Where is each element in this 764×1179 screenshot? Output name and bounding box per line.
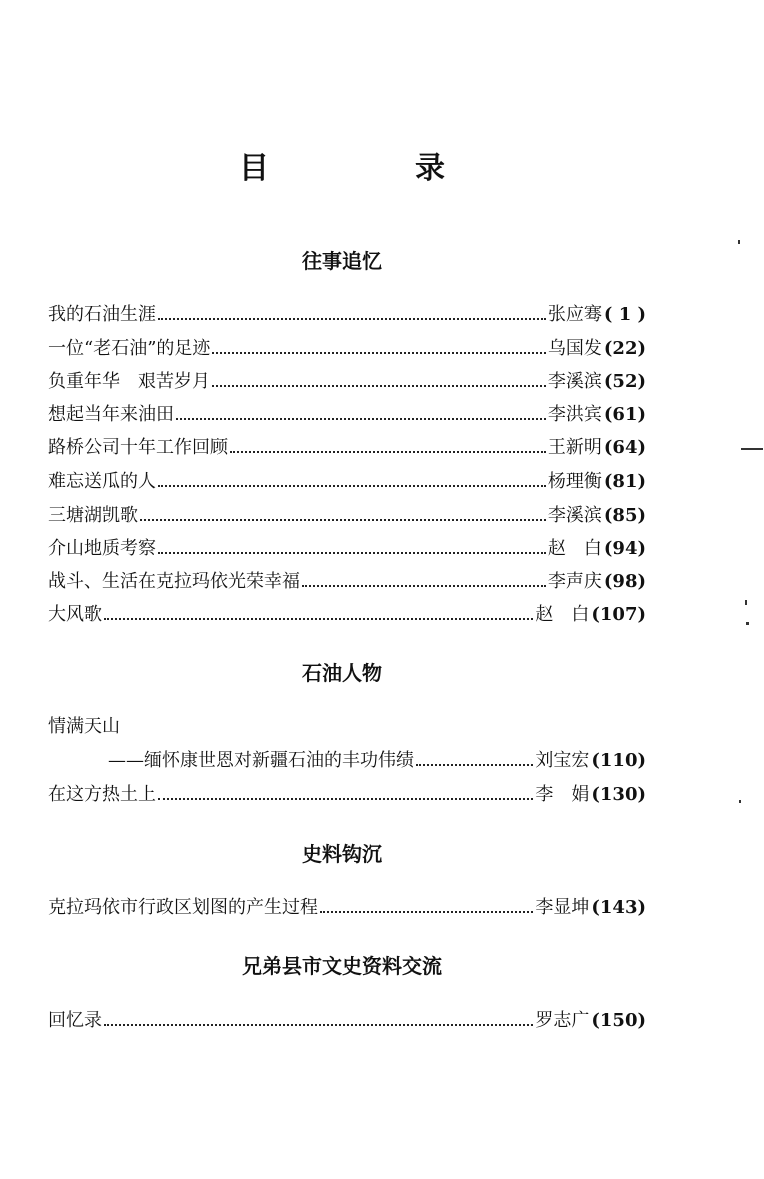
dot-leader [212,384,546,387]
toc-entry[interactable] [48,433,646,461]
toc-entry[interactable] [48,334,646,362]
entry-page: (143) [591,897,646,918]
entry-page: (130) [591,784,646,805]
dot-leader [140,518,546,521]
toc-entry[interactable] [48,780,646,808]
entry-author: 刘宝宏 [535,750,590,771]
toc-entry[interactable] [48,1006,646,1034]
page-title: 目 录 [239,151,503,186]
dot-leader [416,763,533,766]
entry-page: (81) [603,471,646,492]
entry-page: (94) [603,538,646,559]
dot-leader [158,317,546,320]
dot-leader [158,484,546,487]
entry-author: 乌国发 [547,338,602,359]
entry-author: 赵 白 [547,538,602,559]
toc-entry[interactable] [48,467,646,495]
entry-title: 难忘送瓜的人 [48,471,156,492]
scan-mark [745,600,747,605]
entry-page: (110) [591,750,646,771]
dot-leader [158,551,546,554]
dot-leader [320,910,533,913]
entry-author: 罗志广 [535,1010,590,1031]
entry-author: 李洪宾 [547,404,602,425]
entry-author: 李显坤 [535,897,590,918]
section-heading: 兄弟县市文史资料交流 [242,954,442,978]
entry-page: (64) [603,437,646,458]
entry-page: (98) [603,571,646,592]
entry-page: (22) [603,338,646,359]
toc-entry[interactable] [48,400,646,428]
toc-entry[interactable] [48,501,646,529]
dot-leader [212,351,546,354]
toc-entry[interactable] [108,746,646,774]
entry-title: 三塘湖凯歌 [48,505,138,526]
section-heading: 史料钩沉 [302,842,382,866]
toc-entry[interactable] [48,300,646,328]
entry-author: 李 娟 [535,784,590,805]
dot-leader [230,450,546,453]
entry-title: 想起当年来油田 [48,404,174,425]
entry-title: 大风歌 [48,604,102,625]
scan-mark [738,240,740,244]
entry-title: 介山地质考察 [48,538,156,559]
entry-author: 李溪滨 [547,505,602,526]
entry-author: 王新明 [547,437,602,458]
entry-author: 张应骞 [547,304,602,325]
toc-entry[interactable] [48,600,646,628]
scan-mark [741,448,763,450]
entry-author: 杨理衡 [547,471,602,492]
section-heading: 石油人物 [302,661,382,685]
dot-leader [104,617,533,620]
dot-leader [302,584,546,587]
entry-page: (107) [591,604,646,625]
entry-page: (85) [603,505,646,526]
entry-author: 赵 白 [535,604,590,625]
entry-author: 李溪滨 [547,371,602,392]
toc-entry[interactable] [48,893,646,921]
entry-title: 在这方热土上 [48,784,156,805]
scan-mark [746,622,749,625]
toc-entry[interactable] [48,567,646,595]
entry-title: 负重年华 艰苦岁月 [48,371,210,392]
entry-title: 一位“老石油”的足迹 [48,338,211,359]
dot-leader [176,417,546,420]
section-heading: 往事追忆 [302,249,382,273]
entry-page: (150) [591,1010,646,1031]
toc-entry[interactable] [48,367,646,395]
entry-author: 李声庆 [547,571,602,592]
entry-page: (52) [603,371,646,392]
entry-title: 战斗、生活在克拉玛依光荣幸福 [48,571,300,592]
entry-title[interactable]: 情满天山 [48,716,120,737]
toc-entry[interactable] [48,534,646,562]
entry-page: ( 1 ) [603,304,646,325]
entry-title: 路桥公司十年工作回顾 [48,437,228,458]
entry-title: 克拉玛依市行政区划图的产生过程 [48,897,318,918]
entry-title: 回忆录 [48,1010,102,1031]
entry-page: (61) [603,404,646,425]
entry-title: 我的石油生涯 [48,304,156,325]
entry-subtitle: ——缅怀康世恩对新疆石油的丰功伟绩 [108,750,414,771]
dot-leader [158,797,533,800]
dot-leader [104,1023,533,1026]
scan-mark [739,800,741,803]
